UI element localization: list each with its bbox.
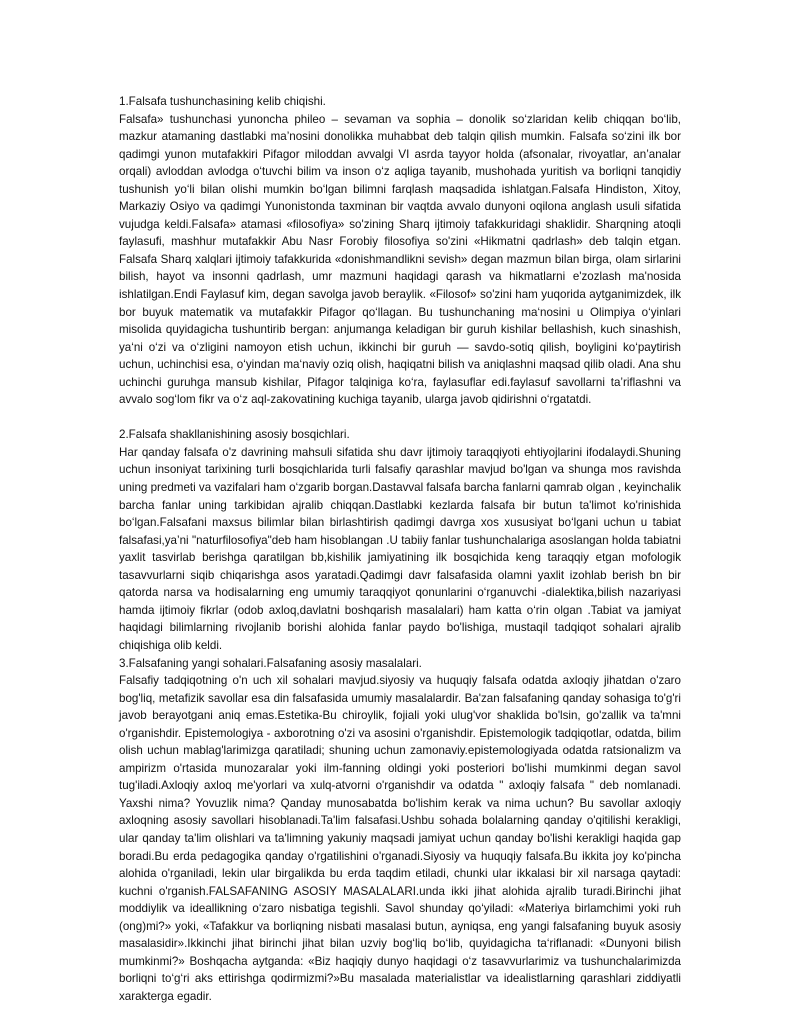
section-3-body: Falsafiy tadqiqotning o'n uch xil sohalari mavjud.siyosiy va huquqiy falsafa odatda axloqiy jihatdan o'zaro bog'liq, metafizik savollar esa din falsafasida umumiy masalalardir. Ba'zan falsafaning qanday sohasiga to'g'ri javob berayotgani aniq emas.Estetika-Bu chiroylik, fojiali yoki ulug'vor shaklida bo'lsin, go'zallik va ta'mni o'rganishdir. Epistemologiya - axborotning o'zi va asosini o'rganishdir. Epistemologik tadqiqotlar, odatda, bilim olish uchun mablag'larimizga qaratiladi; shuning uchun zamonaviy.epistemologiyada odatda ratsionalizm va ampirizm o'rtasida munozaralar yoki ilm-fanning oldingi yoki posteriori bo'lishi mumkinmi degan savol tug'iladi.Axloqiy axloq me'yorlari va xulq-atvorni o'rganishdir va odatda " axloqiy falsafa " deb nomlanadi. Yaxshi nima? Yovuzlik nima? Qanday munosabatda bo'lishim kerak va nima uchun? Bu savollar axloqiy axloqning asosiy savollari hisoblanadi.Ta'lim falsafasi.Ushbu sohada bolalarning qanday o'qitilishi kerakligi, ular qanday ta'lim olishlari va ta'limning yakuniy maqsadi jamiyat uchun qanday bo'lishi kerakligi haqida gap boradi.Bu erda pedagogika qanday o'rgatilishini o'rganadi.Siyosiy va huquqiy falsafa.Bu ikkita joy ko'pincha alohida o'rganiladi, lekin ular birgalikda bu erda taqdim etiladi, chunki ular ikkalasi bir xil narsaga qaytadi: kuchni o'rganish.FALSAFANING ASOSIY MASALALARI.unda ikki jihat alohida ajralib turadi.Birinchi jihat moddiylik va ideallikning o‘zaro nisbatiga tegishli. Savol shunday qo‘yiladi: «Materiya birlamchimi yoki ruh (ong)mi?» yoki, «Tafakkur va borliqning nisbati masalasi butun, ayniqsa, eng yangi falsafaning buyuk asosiy masalasidir».Ikkinchi jihat birinchi jihat bilan uzviy bog‘liq bo‘lib, quyidagicha ta‘riflanadi: «Dunyoni bilish mumkinmi?» Boshqacha aytganda: «Biz haqiqiy dunyo haqidagi o‘z tasavvurlarimiz va tushunchalarimizda borliqni to‘g‘ri aks ettirishga qodirmizmi?»Bu masalada materialistlar va idealistlarning qarashlari ziddiyatli xarakterga egadir. xyxy=(119,674,681,1003)
section-1-body: Falsafa» tushunchasi yunoncha phileo – sevaman va sophia – donolik so‘zlaridan kelib chiqqan bo‘lib, mazkur atamaning dastlabki ma’nosini donolikka muhabbat deb talqin qilish mumkin. Falsafa so‘zini ilk bor qadimgi yunon mutafakkiri Pifagor miloddan avvalgi VI asrda tayyor holda (afsonalar, rivoyatlar, an’analar orqali) avloddan avlodga o‘tuvchi bilim va inson o‘z aqliga tayanib, mushohada yuritish va borliqni tanqidiy tushunish yo‘li bilan olishi mumkin bo‘lgan bilimni farqlash maqsadida ishlatgan.Falsafa Hindiston, Xitoy, Markaziy Osiyo va qadimgi Yunonistonda taxminan bir vaqtda avvalo dunyoni oqilona anglash usuli sifatida vujudga keldi.Falsafa» atamasi «filosofiya» so'zining Sharq ijtimoiy tafakkuridagi shaklidir. Sharqning atoqli faylasufi, mashhur mutafakkir Abu Nasr Forobiy filosofiya so'zini «Hikmatni qadrlash» deb talqin etgan. Falsafa Sharq xalqlari ijtimoiy tafakkurida «donishmandlikni sevish» degan mazmun bilan birga, olam sirlarini bilish, hayot va insonni qadrlash, umr mazmuni haqidagi qarash va hikmatlarni e'zozlash ma'nosida ishlatilgan.Endi Faylasuf kim, degan savolga javob beraylik. «Filosof» so'zini ham yuqorida aytganimizdek, ilk bor buyuk matematik va mutafakkir Pifagor qo‘llagan. Bu tushunchaning ma‘nosini u Olimpiya o‘yinlari misolida quyidagicha tushuntirib bergan: anjumanga keladigan bir guruh kishilar bellashish, kuch sinashish, ya‘ni o‘zi va o‘zligini namoyon etish uchun, ikkinchi bir guruh — savdo-sotiq qilish, boyligini ko‘paytirish uchun, uchinchisi esa, o‘yindan ma‘naviy oziq olish, haqiqatni bilish va aniqlashni maqsad qilib oladi. Ana shu uchinchi guruhga mansub kishilar, Pifagor talqiniga ko‘ra, faylasuflar edi.faylasuf savollarni ta’riflashni va avvalo sog‘lom fikr va o‘z aql-zakovatining kuchiga tayanib, ularga javob qidirishni o‘rgatatdi. xyxy=(119,112,681,407)
section-1-heading: 1.Falsafa tushunchasining kelib chiqishi. xyxy=(119,95,326,108)
section-2-heading: 2.Falsafa shakllanishining asosiy bosqichlari. xyxy=(119,428,350,442)
section-3-heading: 3.Falsafaning yangi sohalari.Falsafaning asosiy masalalari. xyxy=(119,656,422,670)
paragraph-spacer xyxy=(119,409,681,427)
document-page xyxy=(119,93,681,1005)
section-2-body: Har qanday falsafa o'z davrining mahsuli sifatida shu davr ijtimoiy taraqqiyoti ehtiyojlarini ifodalaydi.Shuning uchun insoniyat tarixining turli bosqichlarida turli falsafiy qarashlar mavjud bo'lgan va shunga mos ravishda uning predmeti va vazifalari ham o‘zgarib borgan.Dastavval falsafa barcha fanlarni qamrab olgan , keyinchalik barcha fanlar uning tarkibidan ajralib chiqqan.Dastlabki kezlarda falsafa bir butun ta'limot ko'rinishida bo‘lgan.Falsafani maxsus bilimlar bilan birlashtirish qadimgi davrga xos xususiyat bo‘lgani uchun u tabiat falsafasi,ya’ni "naturfilosofiya"deb ham hisoblangan .U tabiiy fanlar tushunchalariga asoslangan holda tabiatni yaxlit tasvirlab berishga qaratilgan bb,kishilik jamiyatining ilk bosqichida keng taraqqiy etgan mofologik tasavvurlarni siqib chiqarishga asos yaratadi.Qadimgi davr falsafasida olamni yaxlit izohlab berish bn bir qatorda narsa va hodisalarning eng umumiy taraqqiyot qonunlarini o‘rganuvchi -dialektika,bilish nazariyasi hamda ijtimoiy fikrlar (odob axloq,davlatni boshqarish masalalari) ham katta o‘rin olgan .Tabiat va jamiyat haqidagi bilimlarning rivojlanib borishi alohida fanlar paydo bo'lishiga, mustaqil tadqiqot sohalari ajralib chiqishiga olib keldi. xyxy=(119,445,681,652)
